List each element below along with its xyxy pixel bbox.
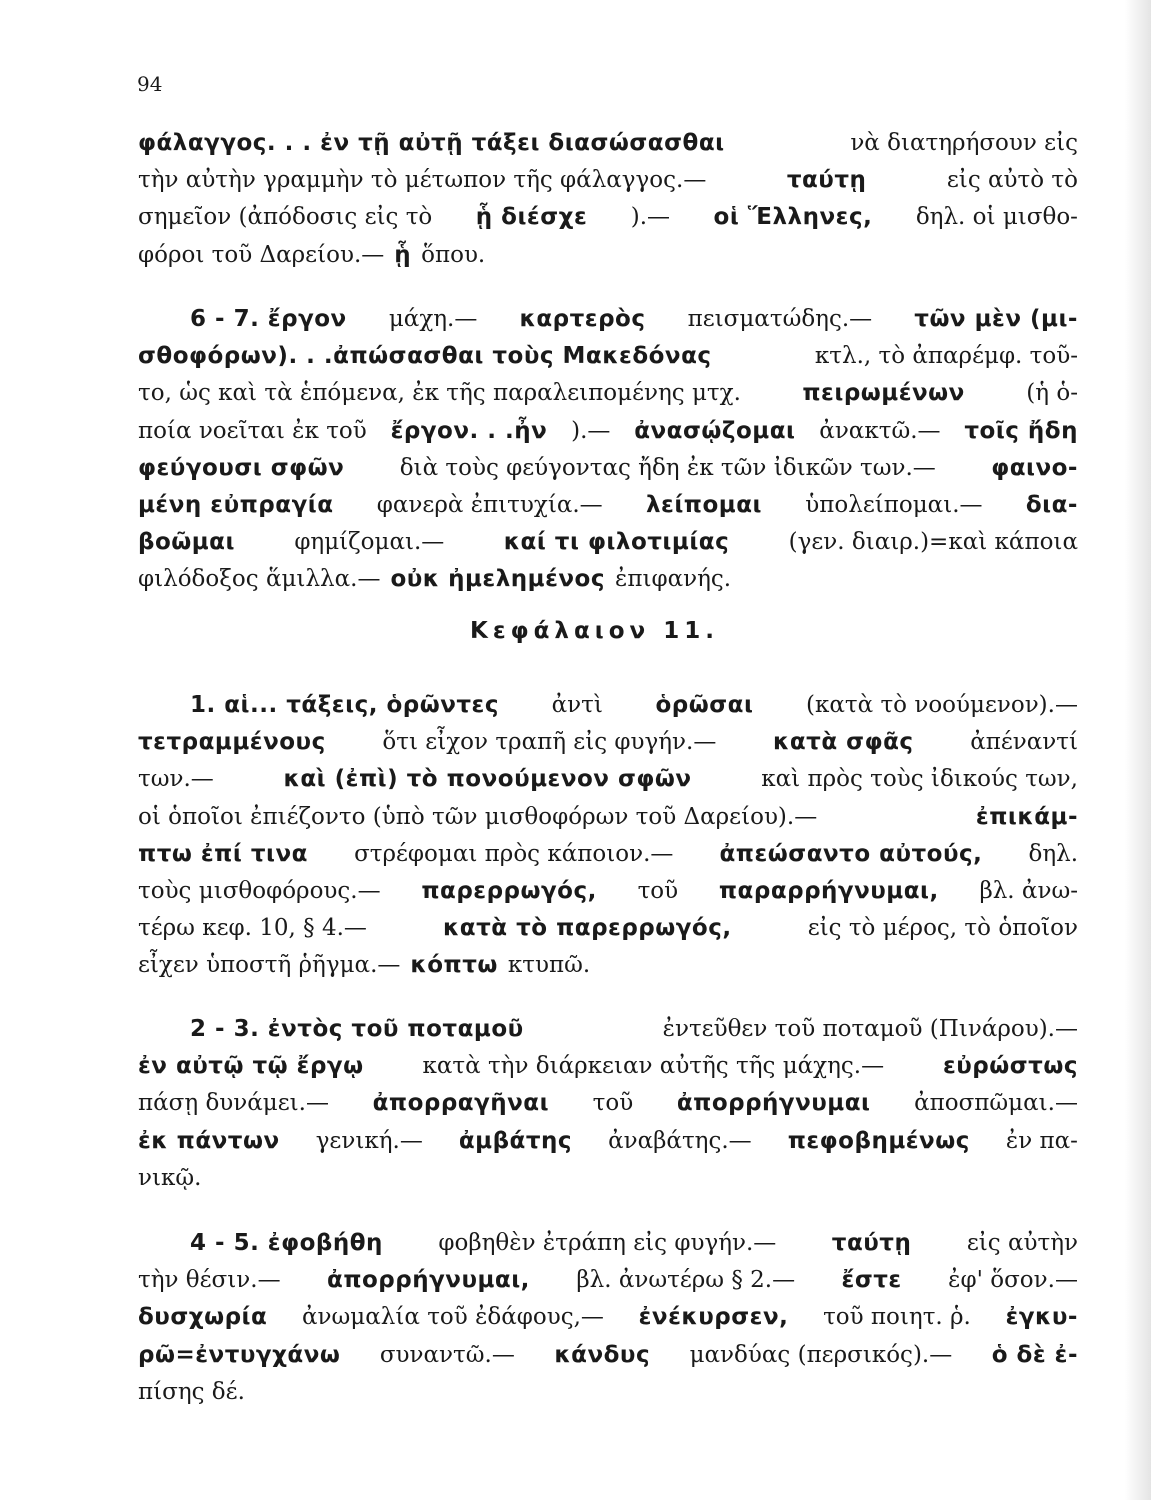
plain-text: νὰ διατηρήσουν εἰς [850, 130, 1078, 156]
bold-term: ἐπικάμ- [975, 804, 1078, 830]
text-line [138, 727, 1078, 757]
plain-text: δηλ. οἱ μισθο- [915, 204, 1078, 230]
plain-text: εἰς τὸ μέρος, τὸ ὁποῖον [807, 915, 1078, 941]
plain-text: ἐφ' ὅσον.— [948, 1267, 1078, 1293]
bold-term: ρῶ=ἐντυγχάνω [138, 1342, 341, 1368]
text-line [138, 1163, 1078, 1193]
plain-text: ἐπιφανής. [615, 566, 732, 592]
chapter-heading: Κεφάλαιον 11. [470, 618, 719, 644]
bold-term: ταύτῃ [831, 1230, 912, 1256]
text-line [138, 764, 1078, 794]
text-line [138, 165, 1078, 195]
text-line [138, 1265, 1078, 1295]
plain-text: κτλ., τὸ ἀπαρέμφ. τοῦ- [814, 343, 1078, 369]
plain-text: δηλ. [1028, 841, 1078, 867]
text-line [138, 1340, 1078, 1370]
bold-term: κατὰ σφᾶς [773, 729, 914, 755]
plain-text: τοῦ ποιητ. ῥ. [823, 1304, 971, 1330]
bold-term: ᾗ [394, 242, 412, 268]
plain-text: εἶχεν ὑποστῆ ῥῆγμα.— [138, 952, 401, 978]
bold-term: κάνδυς [554, 1342, 651, 1368]
bold-term: ὁρῶσαι [655, 692, 754, 718]
bold-term: κατὰ τὸ παρερρωγός, [442, 915, 732, 941]
plain-text: ).— [571, 418, 611, 444]
plain-text: σημεῖον (ἀπόδοσις εἰς τὸ [138, 204, 433, 230]
bold-term: ἐν αὐτῷ τῷ ἔργῳ [138, 1053, 364, 1079]
bold-term: τῶν μὲν (μι- [914, 306, 1078, 332]
text-line [190, 1228, 1078, 1258]
text-line [138, 913, 1078, 943]
bold-term: ἔργον. . .ἦν [390, 418, 548, 444]
plain-text: φιλόδοξος ἅμιλλα.— [138, 566, 381, 592]
text-line [138, 564, 1078, 594]
text-line [138, 950, 1078, 980]
bold-term: ἀπορρήγνυμαι, [327, 1267, 530, 1293]
plain-text: ἀνακτῶ.— [819, 418, 941, 444]
bold-term: καρτερὸς [519, 306, 646, 332]
bold-term: 6 - 7. ἔργον [190, 306, 347, 332]
plain-text: ).— [630, 204, 671, 230]
bold-term: ὁ δὲ ἐ- [991, 1342, 1078, 1368]
text-line [138, 490, 1078, 520]
plain-text: ἀπέναντί [970, 729, 1078, 755]
plain-text: φόροι τοῦ Δαρείου.— [138, 242, 385, 268]
plain-text: το, ὡς καὶ τὰ ἑπόμενα, ἐκ τῆς παραλειπομένης μτχ. [138, 380, 741, 406]
bold-term: παρερρωγός, [421, 878, 597, 904]
plain-text: οἱ ὁποῖοι ἐπιέζοντο (ὑπὸ τῶν μισθοφόρων τοῦ Δαρείου).— [138, 804, 818, 830]
plain-text: μάχη.— [388, 306, 478, 332]
text-line [190, 1014, 1078, 1044]
bold-term: φεύγουσι σφῶν [138, 455, 345, 481]
plain-text: ἐντεῦθεν τοῦ ποταμοῦ (Πινάρου).— [662, 1016, 1078, 1042]
plain-text: βλ. ἀνω- [979, 878, 1078, 904]
bold-term: φάλαγγος. . . ἐν τῇ αὐτῇ τάξει διασώσασθαι [138, 130, 725, 156]
plain-text: τὴν θέσιν.— [138, 1267, 281, 1293]
bold-term: πεφοβημένως [787, 1128, 970, 1154]
bold-term: ἀπορραγῆναι [372, 1090, 550, 1116]
bold-term: πτω ἐπί τινα [138, 841, 308, 867]
page-number: 94 [137, 72, 163, 96]
bold-term: λείπομαι [645, 492, 762, 518]
plain-text: ἐν πα- [1005, 1128, 1078, 1154]
plain-text: φανερὰ ἐπιτυχία.— [376, 492, 603, 518]
bold-term: ἀπεώσαντο αὐτούς, [719, 841, 983, 867]
bold-term: σθοφόρων). . .ἀπώσασθαι τοὺς Μακεδόνας [138, 343, 712, 369]
plain-text: πίσης δέ. [138, 1379, 245, 1405]
bold-term: εὐρώστως [942, 1053, 1078, 1079]
bold-term: δια- [1025, 492, 1078, 518]
plain-text: τοὺς μισθοφόρους.— [138, 878, 381, 904]
plain-text: καὶ πρὸς τοὺς ἰδικούς των, [761, 766, 1078, 792]
bold-term: ἐνέκυρσεν, [638, 1304, 789, 1330]
bold-term: ἐκ πάντων [138, 1128, 280, 1154]
bold-term: καὶ (ἐπὶ) τὸ πονούμενον σφῶν [283, 766, 692, 792]
bold-term: μένη εὐπραγία [138, 492, 334, 518]
text-line [190, 690, 1078, 720]
text-line [138, 341, 1078, 371]
plain-text: πάσῃ δυνάμει.— [138, 1090, 329, 1116]
plain-text: μανδύας (περσικός).— [689, 1342, 953, 1368]
plain-text: νικῷ. [138, 1165, 202, 1191]
plain-text: φημίζομαι.— [294, 529, 445, 555]
bold-term: δυσχωρία [138, 1304, 268, 1330]
text-line [138, 240, 1078, 270]
plain-text: φοβηθὲν ἐτράπη εἰς φυγήν.— [438, 1230, 777, 1256]
bold-term: ἐγκυ- [1005, 1304, 1078, 1330]
plain-text: (κατὰ τὸ νοούμενον).— [806, 692, 1078, 718]
bold-term: 4 - 5. ἐφοβήθη [190, 1230, 383, 1256]
bold-term: ἀπορρήγνυμαι [676, 1090, 871, 1116]
bold-term: οἱ Ἕλληνες, [713, 204, 873, 230]
text-line [138, 378, 1078, 408]
plain-text: διὰ τοὺς φεύγοντας ἤδη ἐκ τῶν ἰδικῶν των.— [399, 455, 936, 481]
plain-text: βλ. ἀνωτέρω § 2.— [576, 1267, 796, 1293]
text-line [138, 839, 1078, 869]
bold-term: 2 - 3. ἐντὸς τοῦ ποταμοῦ [190, 1016, 524, 1042]
plain-text: ἀντὶ [551, 692, 603, 718]
text-line [138, 876, 1078, 906]
plain-text: κατὰ τὴν διάρκειαν αὐτῆς τῆς μάχης.— [422, 1053, 885, 1079]
plain-text: ὑπολείπομαι.— [805, 492, 983, 518]
bold-term: τετραμμένους [138, 729, 326, 755]
plain-text: ποία νοεῖται ἐκ τοῦ [138, 418, 367, 444]
plain-text: ἀνωμαλία τοῦ ἐδάφους,— [302, 1304, 604, 1330]
bold-term: ταύτῃ [786, 167, 867, 193]
plain-text: εἰς αὐτὸ τὸ [946, 167, 1078, 193]
plain-text: γενική.— [315, 1128, 423, 1154]
plain-text: τὴν αὐτὴν γραμμὴν τὸ μέτωπον τῆς φάλαγγος.— [138, 167, 707, 193]
text-line [138, 1302, 1078, 1332]
bold-term: ᾗ διέσχε [475, 204, 588, 230]
text-line [138, 416, 1078, 446]
plain-text: (ἡ ὁ- [1026, 380, 1078, 406]
bold-term: φαινο- [991, 455, 1078, 481]
plain-text: ὅτι εἶχον τραπῆ εἰς φυγήν.— [382, 729, 717, 755]
plain-text: ἀποσπῶμαι.— [914, 1090, 1078, 1116]
text-line [138, 527, 1078, 557]
plain-text: των.— [138, 766, 214, 792]
text-line [138, 128, 1078, 158]
bold-term: ἀνασῴζομαι [634, 418, 796, 444]
bold-term: καί τι φιλοτιμίας [503, 529, 730, 555]
bold-term: παραρρήγνυμαι, [718, 878, 939, 904]
plain-text: (γεν. διαιρ.)=καὶ κάποια [788, 529, 1078, 555]
plain-text: εἰς αὐτὴν [966, 1230, 1078, 1256]
text-line [138, 202, 1078, 232]
text-line [138, 1126, 1078, 1156]
text-line [138, 453, 1078, 483]
plain-text: στρέφομαι πρὸς κάποιον.— [354, 841, 674, 867]
plain-text: κτυπῶ. [507, 952, 591, 978]
bold-term: βοῶμαι [138, 529, 235, 555]
text-line [190, 304, 1078, 334]
bold-term: κόπτω [410, 952, 498, 978]
text-line [138, 802, 1078, 832]
text-line [138, 1051, 1078, 1081]
bold-term: 1. αἱ... τάξεις, ὁρῶντες [190, 692, 499, 718]
plain-text: συναντῶ.— [379, 1342, 515, 1368]
bold-term: πειρωμένων [802, 380, 965, 406]
bold-term: τοῖς ἤδη [964, 418, 1078, 444]
plain-text: πεισματώδης.— [687, 306, 873, 332]
plain-text: τέρω κεφ. 10, § 4.— [138, 915, 367, 941]
plain-text: τοῦ [637, 878, 679, 904]
plain-text: τοῦ [592, 1090, 634, 1116]
plain-text: ἀναβάτης.— [608, 1128, 752, 1154]
bold-term: ἀμβάτης [458, 1128, 573, 1154]
page-edge-shadow [1125, 0, 1151, 1500]
text-line [138, 1088, 1078, 1118]
plain-text: ὅπου. [421, 242, 486, 268]
bold-term: ἔστε [841, 1267, 902, 1293]
text-line [138, 1377, 1078, 1407]
bold-term: οὐκ ἠμελημένος [390, 566, 605, 592]
